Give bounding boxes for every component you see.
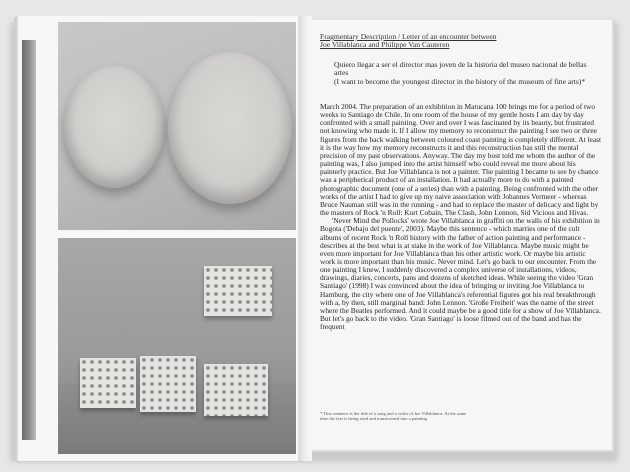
egg-tray-wall <box>204 266 272 316</box>
photo-paper-bowls <box>58 22 296 230</box>
paper-bowl-right <box>168 52 292 204</box>
intro-spanish: Quiero llegar a ser el director mas joven de la historia del museo nacional de bellas artes <box>334 60 587 78</box>
intro-quote <box>334 61 596 86</box>
egg-tray-stack <box>140 356 196 412</box>
article-body <box>320 103 602 331</box>
intro-english: (I want to become the youngest director in the history of the museum of fine arts)* <box>334 76 586 86</box>
egg-tray-stack <box>204 364 268 416</box>
egg-tray-stack <box>80 358 136 408</box>
article-header <box>320 33 600 50</box>
page-edge-strip <box>22 40 36 440</box>
paper-bowl-left <box>64 66 164 188</box>
header-line-2: Joe Villablanca and Philippe Van Cauteren <box>320 40 450 50</box>
photo-egg-trays <box>58 238 296 454</box>
book-gutter <box>298 16 312 461</box>
header-line-1: Fragmentary Description / Letter of an encounter between <box>320 32 497 41</box>
body-paragraph: 'Never Mind the Pollocks' wrote Joe Villablanca in graffiti on the walls of his exhibition in Bogota ('Debajo del puente', 2003). Maybe this sentence - which marries one of the cult albums of recent Rock 'n Roll history with the father of action painting and performance - describes at the best what is at stake in the work of Joe Villablanca. Maybe music might be even more important for Joe Villablanca than his other artistic work. Or maybe his artistic work is more important than his music. Never mind. Let's go back to our encounter. From the one painting I knew, I suddenly discovered a complex universe of installations, videos, drawings, diaries, concerts, pans and dozens of sketched ideas. While seeing the video 'Gran Santiago' (1998) I was convinced about the idea of bringing or inviting Joe Villablanca to Hamburg, the city where one of Joe Villablanca's referential figures got his real breakthrough with a, by then, still marginal band: John Lennon. 'Große Freiheit' was the name of the street where the Beatles performed. And it could maybe be a good title for a show of Joe Villablanca. But let's go back to the video. 'Gran Santiago' is loose filmed out of the band and has the frequent <box>320 216 601 332</box>
body-paragraph: March 2004. The preparation of an exhibition in Matucana 100 brings me for a period of two weeks to Santiago de Chile. In one room of the house of my gentle hosts I am day by day confronted with a small painting. Over and over I was fascinated by its beauty, but frustrated not knowing who made it. If I allow my memory to reconstruct the painting I see two or three figures from the back walking between coloured coast painting is completely different. At least it is the way how my memory reconstructs it and this reconstruction has still the mental precision of my past observations. Anyway. The day my host told me whom the author of the painting was, I also jumped into the artist himself who could reveal me more about his painterly practice. But Joe Villablanca is not a painter. The painting I became to see by chance was a peripherical product of an installation. It had actually more to do with a painted photographic document (one of a series) than with a painting. Being confronted with the other works of the artist I had to give up my naive association with Johannes Vermeer - whereas Bruce Nauman still was in the running - and had to replace the master of delicacy and light by the masters of Rock 'n Roll: Kurt Cobain, The Clash, John Lennon, Sid Vicious and Hivas. <box>320 102 602 218</box>
footnote: * This sentence is the title of a song and a video of Joe Villablanca. At the same time the text is being used and transformed into a painting <box>320 411 467 422</box>
